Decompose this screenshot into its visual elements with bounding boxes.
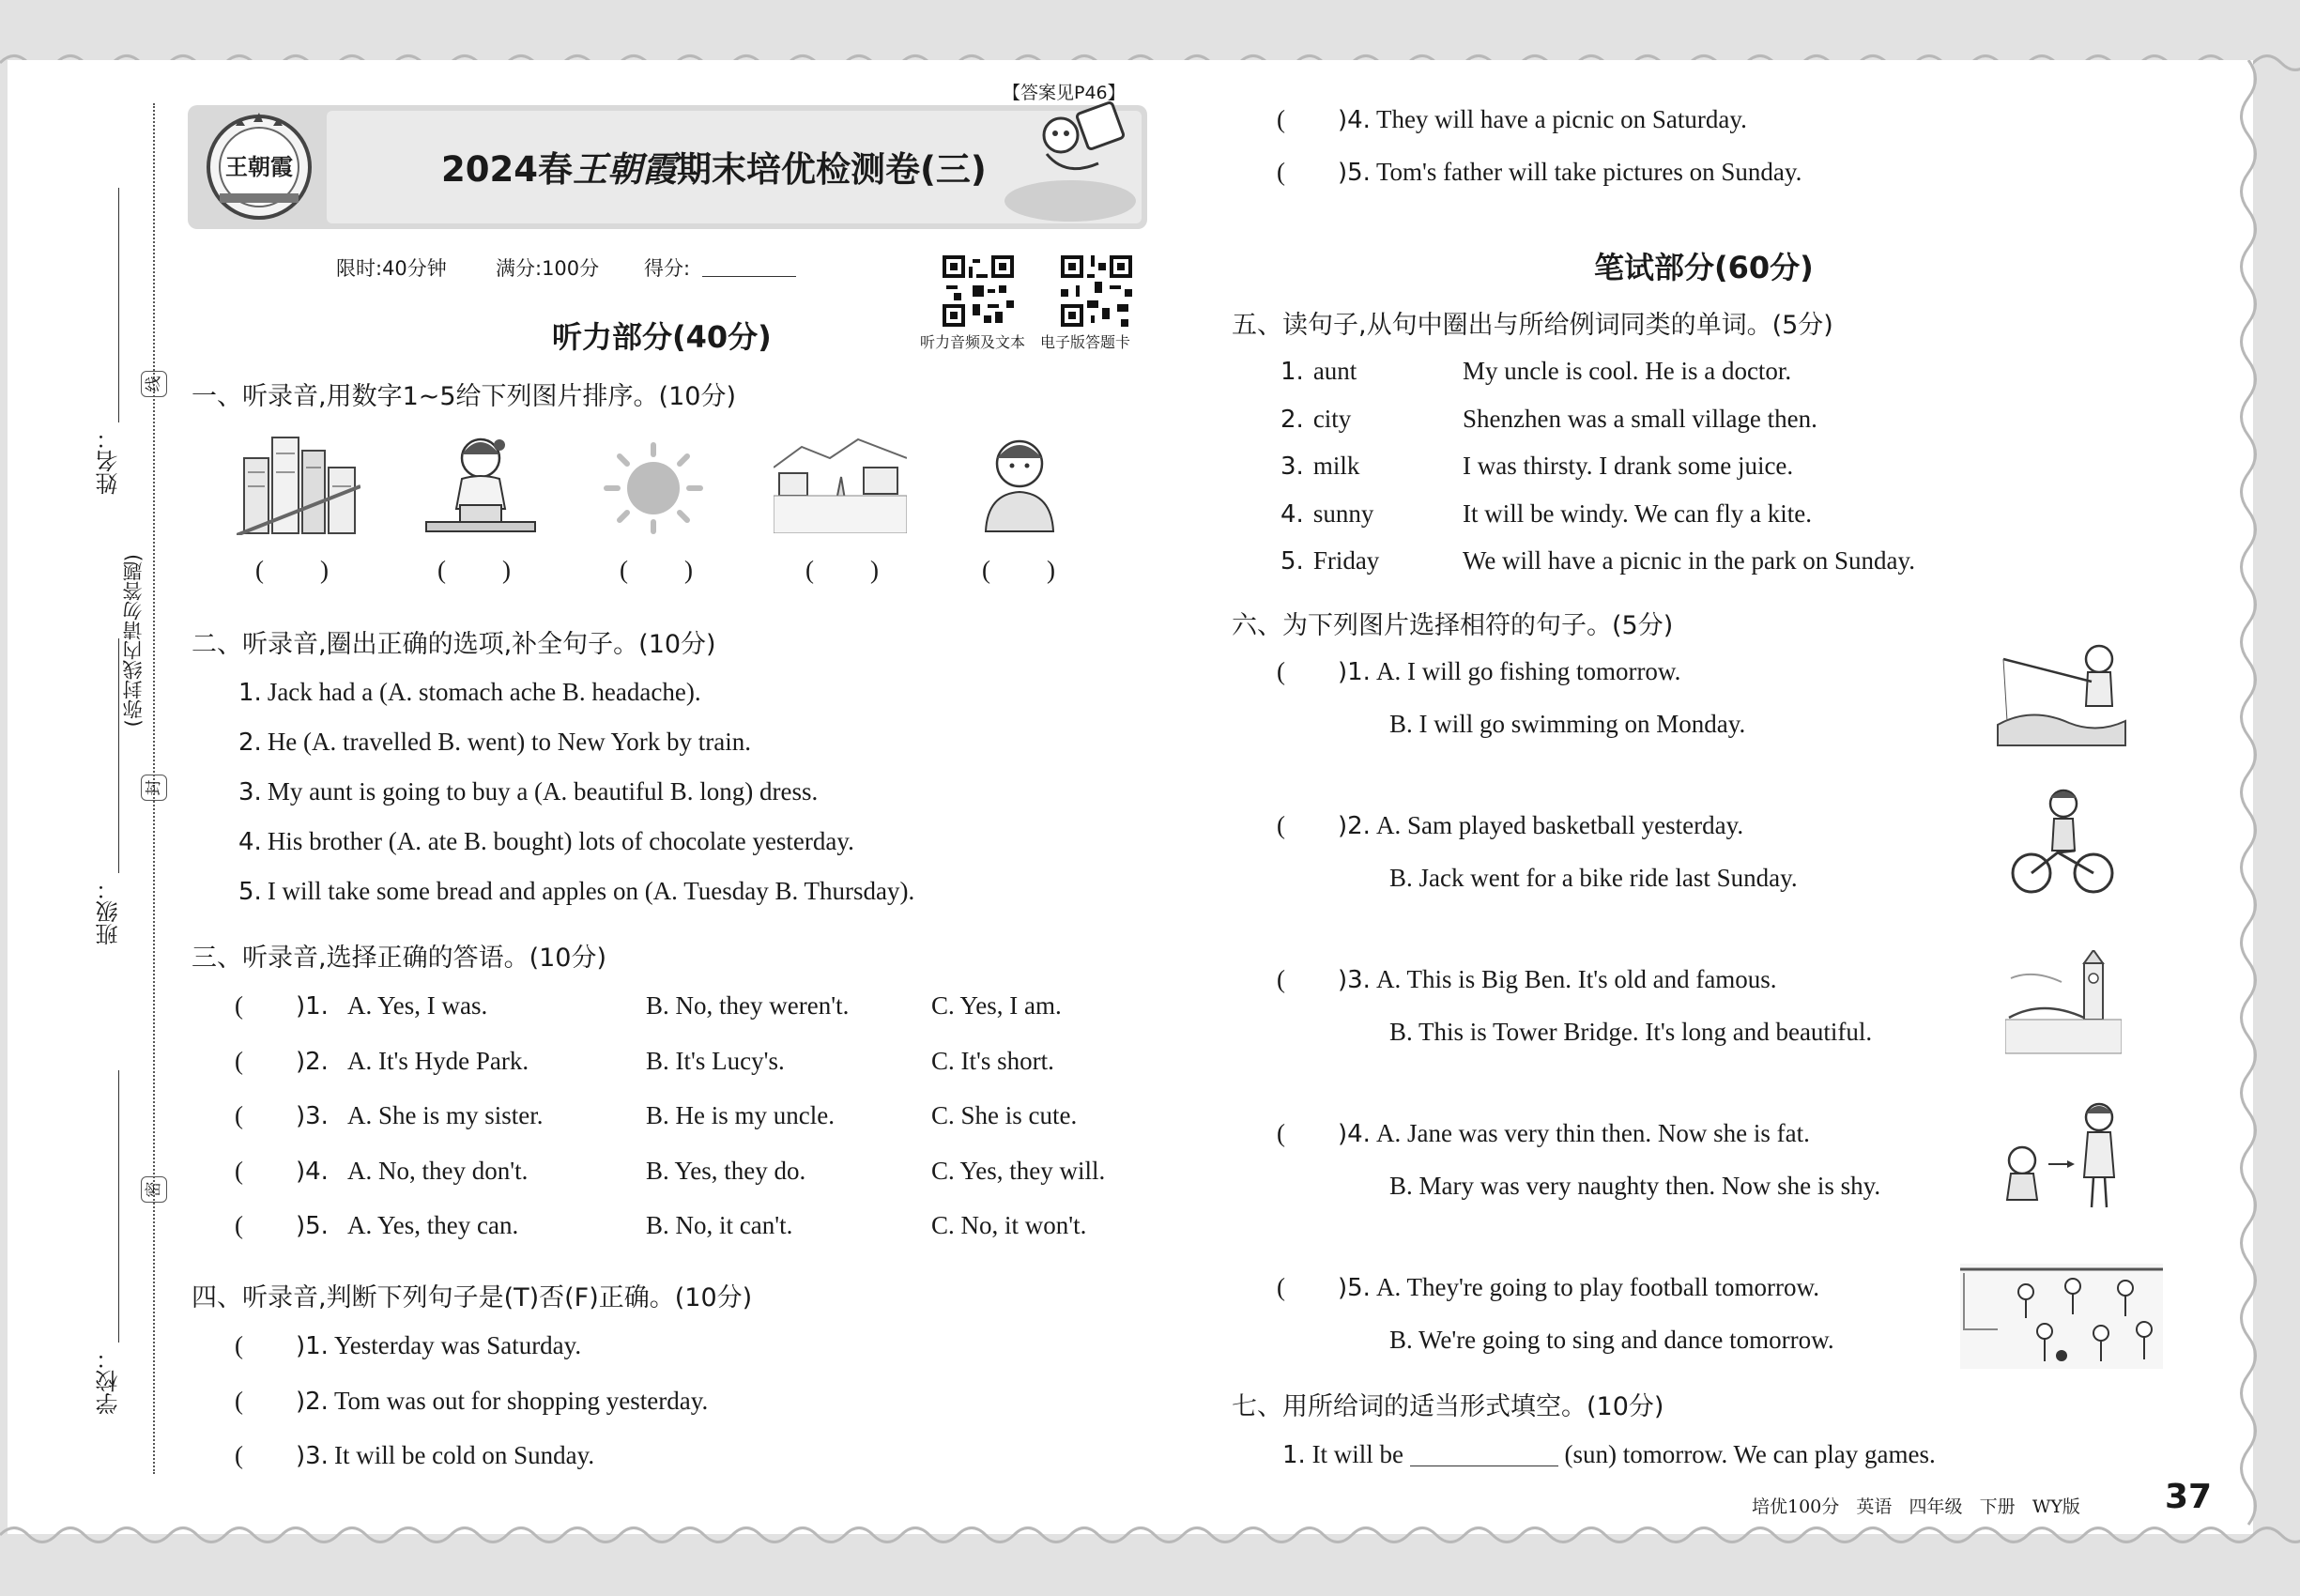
option-c: C. She is cute. [931,1101,1078,1129]
sentence[interactable]: We will have a picnic in the park on Sunday. [1463,546,1915,575]
item-number: 2. [1280,405,1304,434]
word: sunny [1312,499,1374,528]
option-a: A. No, they don't. [347,1156,529,1185]
paren-close: ) [684,556,693,584]
time-limit: 限时:40分钟 [336,257,447,280]
option-b: B. No, they weren't. [646,991,850,1020]
picture-city-buildings [237,430,360,535]
option-c: C. Yes, I am. [931,991,1062,1020]
tf-item[interactable] [235,1387,708,1416]
page-right-wave-edge [2234,60,2262,1534]
question-item [238,777,818,806]
paren-open: ( [235,1441,243,1469]
school-blank-line[interactable] [118,1070,119,1343]
item-number: )3. [1338,966,1371,994]
item-number: )2. [1338,812,1371,840]
example-word [1280,357,1357,386]
paren-open: ( [982,556,990,584]
item-text-before: It will be [1311,1440,1404,1468]
paren-open: ( [255,556,264,584]
qr-code-audio[interactable] [943,255,1014,327]
item-text: They will have a picnic on Saturday. [1375,105,1747,133]
item-number: )4. [1338,1120,1371,1148]
section-1-title: 一、听录音,用数字1~5给下列图片排序。(10分) [192,382,736,411]
option-b: B. He is my uncle. [646,1101,835,1129]
item-text: Tom was out for shopping yesterday. [333,1386,709,1415]
answer-paren[interactable] [235,1047,329,1076]
word: Friday [1312,546,1380,575]
picture-sun [601,441,706,535]
score-label: 得分: [644,257,691,280]
section-5-title: 五、读句子,从句中圈出与所给例词同类的单词。(5分) [1232,311,1833,340]
paren-open: ( [1277,811,1285,839]
picture-football-kids [1960,1264,2163,1369]
sentence[interactable]: It will be windy. We can fly a kite. [1463,499,1812,528]
sentence[interactable]: My uncle is cool. He is a doctor. [1463,357,1792,385]
option-a: A. Sam played basketball yesterday. [1375,811,1744,839]
item-number: )2. [296,1387,329,1416]
tf-item[interactable] [1277,158,1802,187]
binding-notice: (弥封线内请勿答题) [122,554,145,728]
picture-bike-boy [2009,785,2114,896]
option-a: A. I will go fishing tomorrow. [1375,657,1681,685]
picture-fishing-boy [1994,640,2129,749]
item-number: )1. [296,1332,329,1360]
binding-mark-line: 线 [141,371,167,397]
tf-item[interactable] [235,1441,594,1470]
option-b: B. Yes, they do. [646,1156,806,1185]
page-bottom-wave-edge [0,1521,2300,1549]
sentence[interactable]: Shenzhen was a small village then. [1463,404,1817,433]
example-word [1280,405,1351,434]
order-blank[interactable] [255,556,329,585]
option-c: C. No, it won't. [931,1211,1087,1239]
answer-reference: 【答案见P46】 [1003,83,1126,103]
score-blank[interactable] [702,276,796,277]
option-a: A. It's Hyde Park. [347,1046,529,1075]
sentence[interactable]: I was thirsty. I drank some juice. [1463,452,1794,480]
item-number: 3. [238,778,262,806]
paren-close: ) [320,556,329,584]
paren-open: ( [1277,1119,1285,1147]
question-item [238,678,701,707]
paren-open: ( [620,556,628,584]
class-label: 班级： [96,878,122,945]
footer-edition: WY版 [2032,1496,2080,1517]
option-a: A. Yes, I was. [347,991,488,1020]
word: city [1312,404,1352,433]
paren-open: ( [1277,105,1285,133]
name-blank-line[interactable] [118,188,119,422]
brand-logo-badge [203,111,315,223]
brand-logo-text: 王朝霞 [225,153,293,180]
question-item [238,827,854,856]
option-b: B. It's Lucy's. [646,1046,785,1075]
answer-paren[interactable] [235,991,329,1021]
order-blank[interactable] [805,556,879,585]
option-c: C. It's short. [931,1046,1054,1075]
item-number: )3. [296,1442,329,1470]
qr-audio-caption: 听力音频及文本 [920,333,1026,351]
item-number: )1. [1338,658,1371,686]
answer-paren[interactable] [235,1157,329,1186]
item-number: )5. [1338,159,1371,187]
order-blank[interactable] [620,556,693,585]
order-blank[interactable] [437,556,511,585]
option-a: A. She is my sister. [347,1101,544,1129]
example-word [1280,499,1373,529]
option-b: B. We're going to sing and dance tomorrow. [1389,1326,1834,1354]
option-c: C. Yes, they will. [931,1156,1106,1185]
section-2-title: 二、听录音,圈出正确的选项,补全句子。(10分) [192,630,716,659]
option-b: B. Mary was very naughty then. Now she is shy. [1389,1172,1881,1200]
item-text-after: (sun) tomorrow. We can play games. [1564,1440,1936,1468]
item-text: Yesterday was Saturday. [333,1331,582,1359]
item-number: )4. [1338,106,1371,134]
paren-open: ( [1277,657,1285,685]
name-label: 姓名： [96,427,122,495]
item-number: )5. [296,1212,329,1240]
picture-bridge [2005,950,2122,1055]
item-number: )4. [296,1157,329,1186]
option-a: A. They're going to play football tomorrow. [1375,1273,1819,1301]
paren-open: ( [1277,158,1285,186]
tf-item[interactable] [235,1331,581,1360]
item-text: It will be cold on Sunday. [333,1441,595,1469]
school-label: 学校： [96,1347,122,1415]
section-7-title: 七、用所给词的适当形式填空。(10分) [1232,1392,1664,1421]
option-a: A. Yes, they can. [347,1211,519,1239]
example-word [1280,452,1359,481]
item-text: Jack had a (A. stomach ache B. headache). [267,678,701,706]
picture-girl-with-cake [419,428,543,537]
footer-book: 培优100分 [1752,1496,1840,1517]
choice-paren[interactable] [1277,811,1743,840]
tf-item[interactable] [1277,105,1747,134]
word: milk [1312,452,1360,480]
item-text: Tom's father will take pictures on Sunday. [1375,158,1802,186]
choice-paren[interactable] [1277,965,1777,994]
item-number: 2. [238,729,262,757]
item-number: 1. [238,679,262,707]
qr-code-answer-card[interactable] [1061,255,1132,327]
listening-part-title: 听力部分(40分) [552,319,772,355]
example-word [1280,546,1379,575]
section-7-item-1 [1282,1440,1936,1469]
paren-open: ( [235,1331,243,1359]
item-number: )2. [296,1047,329,1076]
page-number: 37 [2165,1478,2213,1516]
item-text: My aunt is going to buy a (A. beautiful B. long) dress. [267,777,819,806]
footer-grade: 四年级 [1909,1496,1963,1517]
section-3-title: 三、听录音,选择正确的答语。(10分) [192,944,607,973]
section-4-title: 四、听录音,判断下列句子是(T)否(F)正确。(10分) [192,1283,753,1312]
paren-open: ( [235,1101,243,1129]
order-blank[interactable] [982,556,1055,585]
item-number: )1. [296,992,329,1021]
paren-open: ( [437,556,446,584]
item-number: 5. [1280,547,1304,575]
paren-close: ) [1047,556,1055,584]
footer-term: 下册 [1979,1496,2016,1517]
writing-part-title: 笔试部分(60分) [1594,250,1814,285]
picture-village-scene [774,430,907,533]
item-number: 4. [1280,499,1304,529]
paren-open: ( [235,1211,243,1239]
picture-boy-portrait [967,426,1072,535]
paren-open: ( [805,556,814,584]
option-b: B. No, it can't. [646,1211,793,1239]
option-b: B. Jack went for a bike ride last Sunday. [1389,864,1798,892]
choice-paren[interactable] [1277,1119,1810,1148]
title-banner [188,105,1147,229]
question-item [238,728,751,757]
option-a: A. Jane was very thin then. Now she is fat. [1375,1119,1810,1147]
paren-open: ( [235,1386,243,1415]
choice-paren[interactable] [1277,1273,1819,1302]
answer-paren[interactable] [235,1101,329,1130]
picture-girl-growing [1994,1098,2129,1213]
option-b: B. This is Tower Bridge. It's long and beautiful. [1389,1018,1873,1046]
qr-card-caption: 电子版答题卡 [1040,333,1131,351]
question-item [238,877,914,906]
paren-open: ( [235,991,243,1020]
item-number: 1. [1282,1441,1306,1469]
item-text: I will take some bread and apples on (A. Tuesday B. Thursday). [267,877,915,905]
exam-title [441,141,987,192]
title-brand: 王朝霞 [572,148,677,190]
section-6-title: 六、为下列图片选择相符的句子。(5分) [1232,611,1674,640]
item-number: 3. [1280,453,1304,481]
paren-open: ( [1277,1273,1285,1301]
title-main: 期末培优检测卷(三) [676,149,987,190]
binding-mark-secret: 密 [141,1176,167,1203]
paren-open: ( [235,1156,243,1185]
option-b: B. I will go swimming on Monday. [1389,710,1746,738]
item-text: He (A. travelled B. went) to New York by train. [267,728,751,756]
word: aunt [1312,357,1357,385]
paren-close: ) [502,556,511,584]
item-number: )5. [1338,1274,1371,1302]
item-number: )3. [296,1102,329,1130]
item-number: 4. [238,828,262,856]
mascot-illustration [995,88,1145,227]
class-blank-line[interactable] [118,638,119,873]
title-year: 2024春 [441,149,573,190]
paren-open: ( [1277,965,1285,993]
paren-open: ( [235,1046,243,1075]
answer-paren[interactable] [235,1211,329,1240]
item-number: 1. [1280,358,1304,386]
item-number: 5. [238,878,262,906]
paren-close: ) [870,556,879,584]
binding-mark-seal: 封 [141,775,167,801]
option-a: A. This is Big Ben. It's old and famous. [1375,965,1777,993]
item-text: His brother (A. ate B. bought) lots of chocolate yesterday. [267,827,854,855]
footer-subject: 英语 [1856,1496,1893,1517]
choice-paren[interactable] [1277,657,1680,686]
footer [1752,1493,2080,1518]
full-score: 满分:100分 [496,257,600,280]
